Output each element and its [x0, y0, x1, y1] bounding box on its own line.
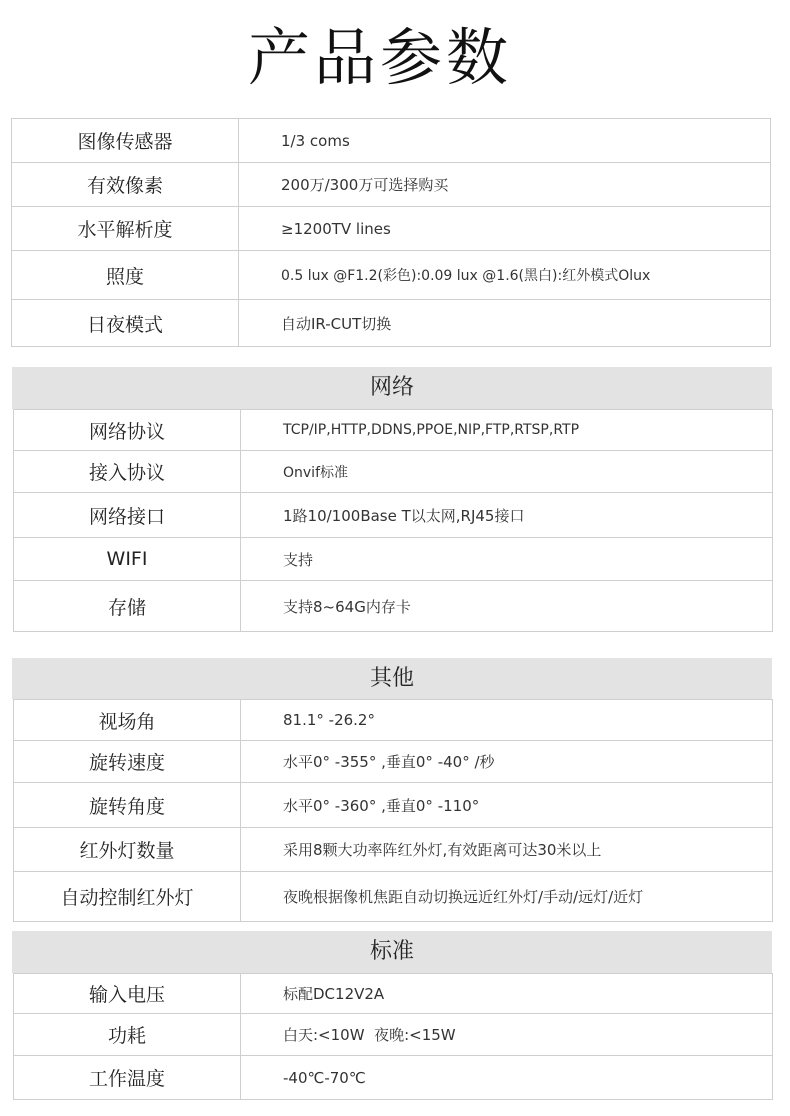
- row-label: 自动控制红外灯: [14, 872, 241, 922]
- table-row: [14, 974, 773, 1014]
- standard-section-heading: 标准: [12, 931, 772, 973]
- row-value: 200万/300万可选择购买: [239, 163, 771, 207]
- row-value: 81.1° -26.2°: [241, 700, 773, 741]
- row-label: 网络接口: [14, 493, 241, 538]
- row-label: 图像传感器: [12, 119, 239, 163]
- row-label: 网络协议: [14, 410, 241, 451]
- standard-spec-table: [13, 973, 773, 1100]
- table-row: [14, 872, 773, 922]
- row-label: 存储: [14, 581, 241, 632]
- table-row: [14, 828, 773, 872]
- table-row: [12, 251, 771, 300]
- basic-spec-table: [11, 118, 771, 347]
- row-value: 支持8~64G内存卡: [241, 581, 773, 632]
- table-row: [14, 538, 773, 581]
- table-row: [12, 163, 771, 207]
- table-row: [14, 741, 773, 783]
- table-row: [14, 700, 773, 741]
- row-label: 红外灯数量: [14, 828, 241, 872]
- row-value: 1/3 coms: [239, 119, 771, 163]
- row-value: TCP/IP,HTTP,DDNS,PPOE,NIP,FTP,RTSP,RTP: [241, 410, 773, 451]
- row-value: 自动IR-CUT切换: [239, 300, 771, 347]
- row-label: 日夜模式: [12, 300, 239, 347]
- row-label: 接入协议: [14, 451, 241, 493]
- row-label: 工作温度: [14, 1056, 241, 1100]
- row-label: 旋转速度: [14, 741, 241, 783]
- page-title: 产品参数: [247, 21, 512, 94]
- row-label: 旋转角度: [14, 783, 241, 828]
- row-label: 水平解析度: [12, 207, 239, 251]
- row-label: 照度: [12, 251, 239, 300]
- row-value: 采用8颗大功率阵红外灯,有效距离可达30米以上: [241, 828, 773, 872]
- row-value: Onvif标准: [241, 451, 773, 493]
- row-value: 1路10/100Base T以太网,RJ45接口: [241, 493, 773, 538]
- row-value: 水平0° -360° ,垂直0° -110°: [241, 783, 773, 828]
- row-label: WIFI: [14, 538, 241, 581]
- other-section-heading: 其他: [12, 658, 772, 699]
- other-spec-table: [13, 699, 773, 922]
- row-value: 水平0° -355° ,垂直0° -40° /秒: [241, 741, 773, 783]
- row-label: 视场角: [14, 700, 241, 741]
- row-value: ≥1200TV lines: [239, 207, 771, 251]
- table-row: [12, 207, 771, 251]
- table-row: [12, 300, 771, 347]
- row-value: 标配DC12V2A: [241, 974, 773, 1014]
- table-row: [14, 1056, 773, 1100]
- table-row: [14, 581, 773, 632]
- row-value: -40℃-70℃: [241, 1056, 773, 1100]
- table-row: [14, 493, 773, 538]
- row-value: 0.5 lux @F1.2(彩色):0.09 lux @1.6(黑白):红外模式Olux: [239, 251, 771, 300]
- row-label: 功耗: [14, 1014, 241, 1056]
- network-section-heading: 网络: [12, 367, 772, 409]
- table-row: [14, 1014, 773, 1056]
- network-spec-table: [13, 409, 773, 632]
- table-row: [14, 451, 773, 493]
- row-label: 输入电压: [14, 974, 241, 1014]
- row-value: 白天:<10W 夜晚:<15W: [241, 1014, 773, 1056]
- row-value: 夜晚根据像机焦距自动切换远近红外灯/手动/远灯/近灯: [241, 872, 773, 922]
- row-value: 支持: [241, 538, 773, 581]
- table-row: [14, 783, 773, 828]
- table-row: [12, 119, 771, 163]
- table-row: [14, 410, 773, 451]
- row-label: 有效像素: [12, 163, 239, 207]
